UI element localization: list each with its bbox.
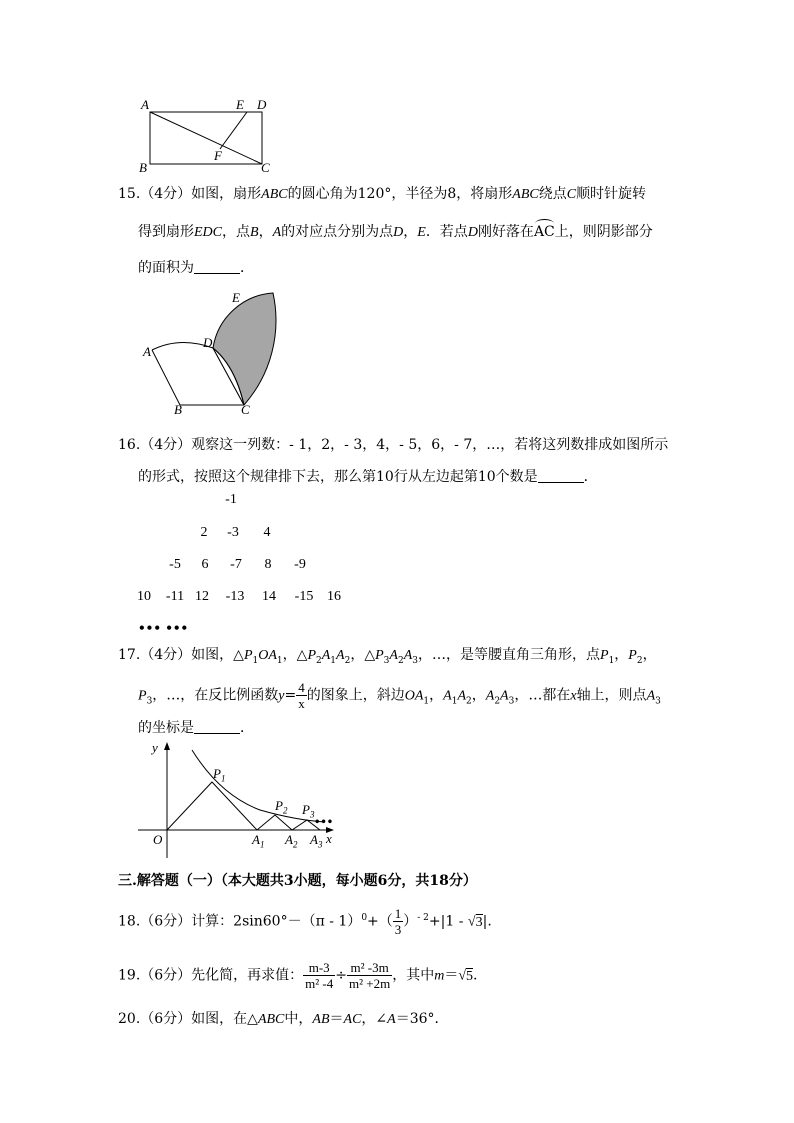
label-C: C xyxy=(261,160,270,175)
q17-line3: 的坐标是 ． xyxy=(138,720,254,736)
label-E: E xyxy=(236,97,244,112)
q19: 19.（6分）先化简，再求值： $\frac{m-3}{\text{m² -4}}$ ÷ $\frac{\text{m² -3m}}{\text{m² +2m}}$ ，其中m＝√5. xyxy=(118,960,478,991)
q20: 20.（6分）如图，在△ABC中，AB＝AC，∠A＝36°． xyxy=(118,1011,449,1027)
dots-icon: ••• xyxy=(314,817,334,828)
label-F: F xyxy=(214,148,222,163)
sqrt-3: √3 xyxy=(467,914,483,930)
q15-line3: 的面积为 ． xyxy=(138,260,254,276)
fraction-1: $\frac{m-3}{\text{m² -4}}$ xyxy=(305,960,334,991)
q18: 18.（6分）计算：2sin60°－（π - 1）$^0$+（ $\frac{1}{3}$ ）$^{- 2}$+|1 - √3|. xyxy=(118,906,492,937)
label-P2: $P_2$ xyxy=(275,798,288,816)
label-x: x xyxy=(326,831,332,846)
arc-AC: AC xyxy=(533,224,555,240)
label-y: y xyxy=(152,740,158,755)
label-O: O xyxy=(153,832,163,847)
answer-blank[interactable] xyxy=(194,261,240,274)
q17-line1: 17.（4分）如图，$\triangle P_1OA_1$，$\triangle P_2A_1A_2$，$\triangle P_3A_2A_3$，…，是等腰直角三角形，点$P_1$，$P_2$， xyxy=(118,647,657,666)
label-E2: E xyxy=(232,290,240,305)
sector-figure xyxy=(140,288,290,418)
label-C2: C xyxy=(241,402,250,417)
label-D: D xyxy=(257,97,267,112)
label-A: A xyxy=(141,97,149,112)
fraction-2: $\frac{\text{m² -3m}}{\text{m² +2m}}$ xyxy=(349,960,391,991)
q15-line2: 得到扇形EDC，点B，A的对应点分别为点D，E．若点D刚好落在AC上，则阴影部分 xyxy=(138,224,653,240)
q17-line2: $P_3$，…，在反比例函数y= $\frac{4}{x}$ 的图象上，斜边$OA_1$，$A_1A_2$，$A_2A_3$，…都在x轴上，则点$A_3$ xyxy=(138,680,661,711)
label-D2: D xyxy=(203,335,213,350)
section-heading: 三.解答题（一）（本大题共3小题，每小题6分，共18分） xyxy=(118,873,477,889)
label-B: B xyxy=(139,160,147,175)
answer-blank[interactable] xyxy=(538,470,584,483)
label-A2: $A_2$ xyxy=(285,832,298,850)
q16-line1: 16.（4分）观察这一列数：- 1，2，- 3，4，- 5，6，- 7，…，若将这列数排成如图所示 xyxy=(118,437,669,453)
label-B2: B xyxy=(174,402,182,417)
label-P1: $P_1$ xyxy=(213,766,226,784)
label-A3: $A_3$ xyxy=(310,832,323,850)
sqrt-5: √5 xyxy=(458,968,474,984)
q15-line1: 15.（4分）如图，扇形ABC的圆心角为120°，半径为8，将扇形ABC绕点C顺时针旋转 xyxy=(118,186,647,202)
q16-line2: 的形式，按照这个规律排下去，那么第10行从左边起第10个数是 ． xyxy=(138,469,598,485)
label-A2: A xyxy=(143,344,151,359)
fraction-4-over-x: $\frac{4}{x}$ xyxy=(298,680,305,711)
label-A1: $A_1$ xyxy=(252,832,265,850)
label-P3: $P_3$ xyxy=(302,802,315,820)
answer-blank[interactable] xyxy=(194,721,240,734)
fraction-one-third: $\frac{1}{3}$ xyxy=(394,906,402,937)
